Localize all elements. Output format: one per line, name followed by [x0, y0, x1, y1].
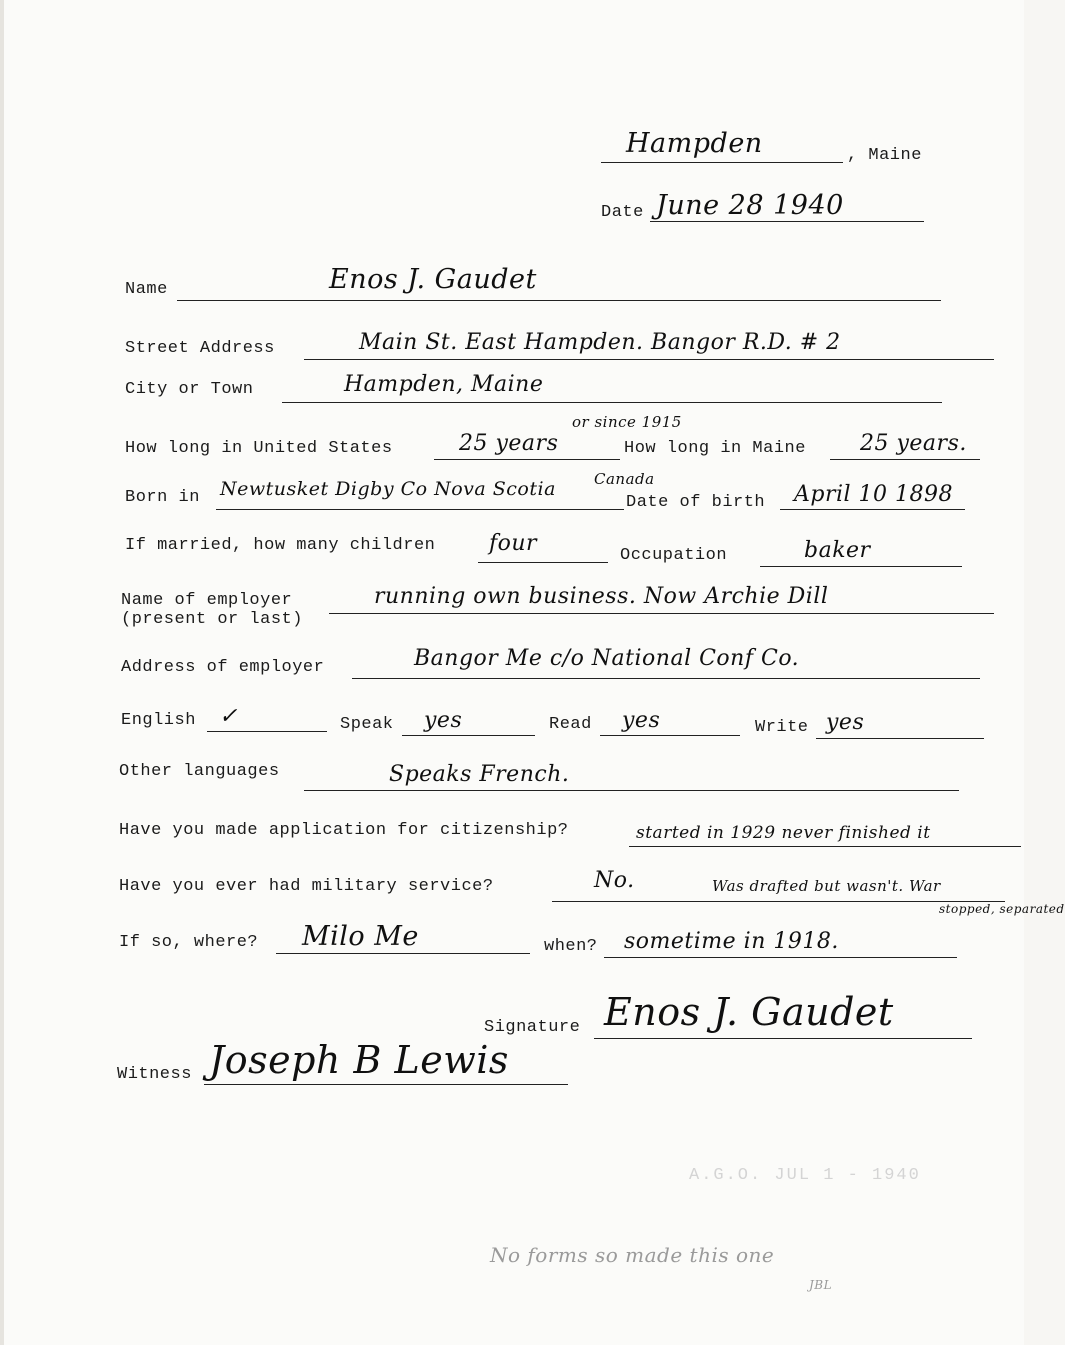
us-years-label: How long in United States — [125, 439, 393, 458]
speak-value: yes — [424, 708, 463, 733]
when-value: sometime in 1918. — [624, 929, 839, 954]
employer-label: Name of employer — [121, 591, 293, 610]
signature-value: Enos J. Gaudet — [604, 990, 894, 1034]
name-label: Name — [125, 280, 168, 299]
occupation-label: Occupation — [620, 546, 728, 565]
witness-label: Witness — [117, 1065, 192, 1084]
born-value: Newtusket Digby Co Nova Scotia — [220, 478, 556, 500]
dob-line — [780, 509, 965, 510]
citizenship-value: started in 1929 never finished it — [636, 823, 931, 843]
maine-years-value: 25 years. — [860, 431, 967, 456]
employer-address-value: Bangor Me c/o National Conf Co. — [414, 646, 800, 671]
occupation-line — [760, 566, 962, 567]
speak-label: Speak — [340, 715, 394, 734]
date-line — [650, 221, 924, 222]
english-label: English — [121, 711, 196, 730]
write-line — [816, 738, 984, 739]
street-label: Street Address — [125, 339, 275, 358]
read-value: yes — [622, 708, 661, 733]
witness-line — [204, 1084, 568, 1085]
signature-label: Signature — [484, 1018, 581, 1037]
date-value: June 28 1940 — [656, 190, 844, 221]
dob-value: April 10 1898 — [794, 482, 954, 507]
english-line — [207, 731, 327, 732]
when-line — [604, 957, 957, 958]
us-years-value: 25 years — [459, 431, 559, 456]
where-line — [276, 953, 530, 954]
when-label: when? — [544, 937, 598, 956]
other-languages-line — [304, 790, 959, 791]
maine-years-line — [830, 459, 980, 460]
write-value: yes — [826, 710, 865, 735]
street-line — [304, 359, 994, 360]
state-label: , Maine — [847, 146, 922, 165]
us-years-line — [434, 459, 620, 460]
children-label: If married, how many children — [125, 536, 436, 555]
footnote-initials: JBL — [809, 1278, 833, 1292]
employer-address-line — [352, 678, 980, 679]
where-value: Milo Me — [302, 921, 419, 952]
occupation-value: baker — [804, 538, 871, 563]
military-extra: Was drafted but wasn't. War — [712, 877, 941, 895]
city-value: Hampden, Maine — [344, 372, 544, 397]
us-years-note: or since 1915 — [572, 413, 682, 431]
military-label: Have you ever had military service? — [119, 877, 494, 896]
born-note: Canada — [594, 470, 655, 488]
employer-line — [329, 613, 994, 614]
dob-label: Date of birth — [626, 493, 766, 512]
other-languages-value: Speaks French. — [389, 762, 570, 787]
name-value: Enos J. Gaudet — [329, 264, 537, 295]
citizenship-label: Have you made application for citizenship? — [119, 821, 569, 840]
street-value: Main St. East Hampden. Bangor R.D. # 2 — [359, 330, 841, 355]
witness-value: Joseph B Lewis — [209, 1038, 509, 1082]
employer-value: running own business. Now Archie Dill — [374, 584, 829, 609]
children-line — [478, 562, 608, 563]
where-label: If so, where? — [119, 933, 259, 952]
signature-line — [594, 1038, 972, 1039]
maine-years-label: How long in Maine — [624, 439, 806, 458]
born-label: Born in — [125, 488, 200, 507]
military-note: stopped, separated — [939, 902, 1065, 916]
english-check: ✓ — [219, 704, 238, 729]
military-line — [552, 901, 1005, 902]
read-label: Read — [549, 715, 592, 734]
military-value: No. — [594, 868, 635, 893]
children-value: four — [489, 531, 538, 556]
speak-line — [402, 735, 535, 736]
town-line — [601, 162, 843, 163]
employer-address-label: Address of employer — [121, 658, 325, 677]
footnote-text: No forms so made this one — [490, 1243, 775, 1267]
town-value: Hampden — [626, 128, 763, 159]
read-line — [600, 735, 740, 736]
city-line — [282, 402, 942, 403]
city-label: City or Town — [125, 380, 254, 399]
write-label: Write — [755, 718, 809, 737]
date-label: Date — [601, 203, 644, 222]
born-line — [216, 509, 624, 510]
other-languages-label: Other languages — [119, 762, 280, 781]
received-stamp: A.G.O. JUL 1 - 1940 — [689, 1166, 921, 1185]
citizenship-line — [629, 846, 1021, 847]
employer-sublabel: (present or last) — [121, 610, 303, 629]
name-line — [177, 300, 941, 301]
